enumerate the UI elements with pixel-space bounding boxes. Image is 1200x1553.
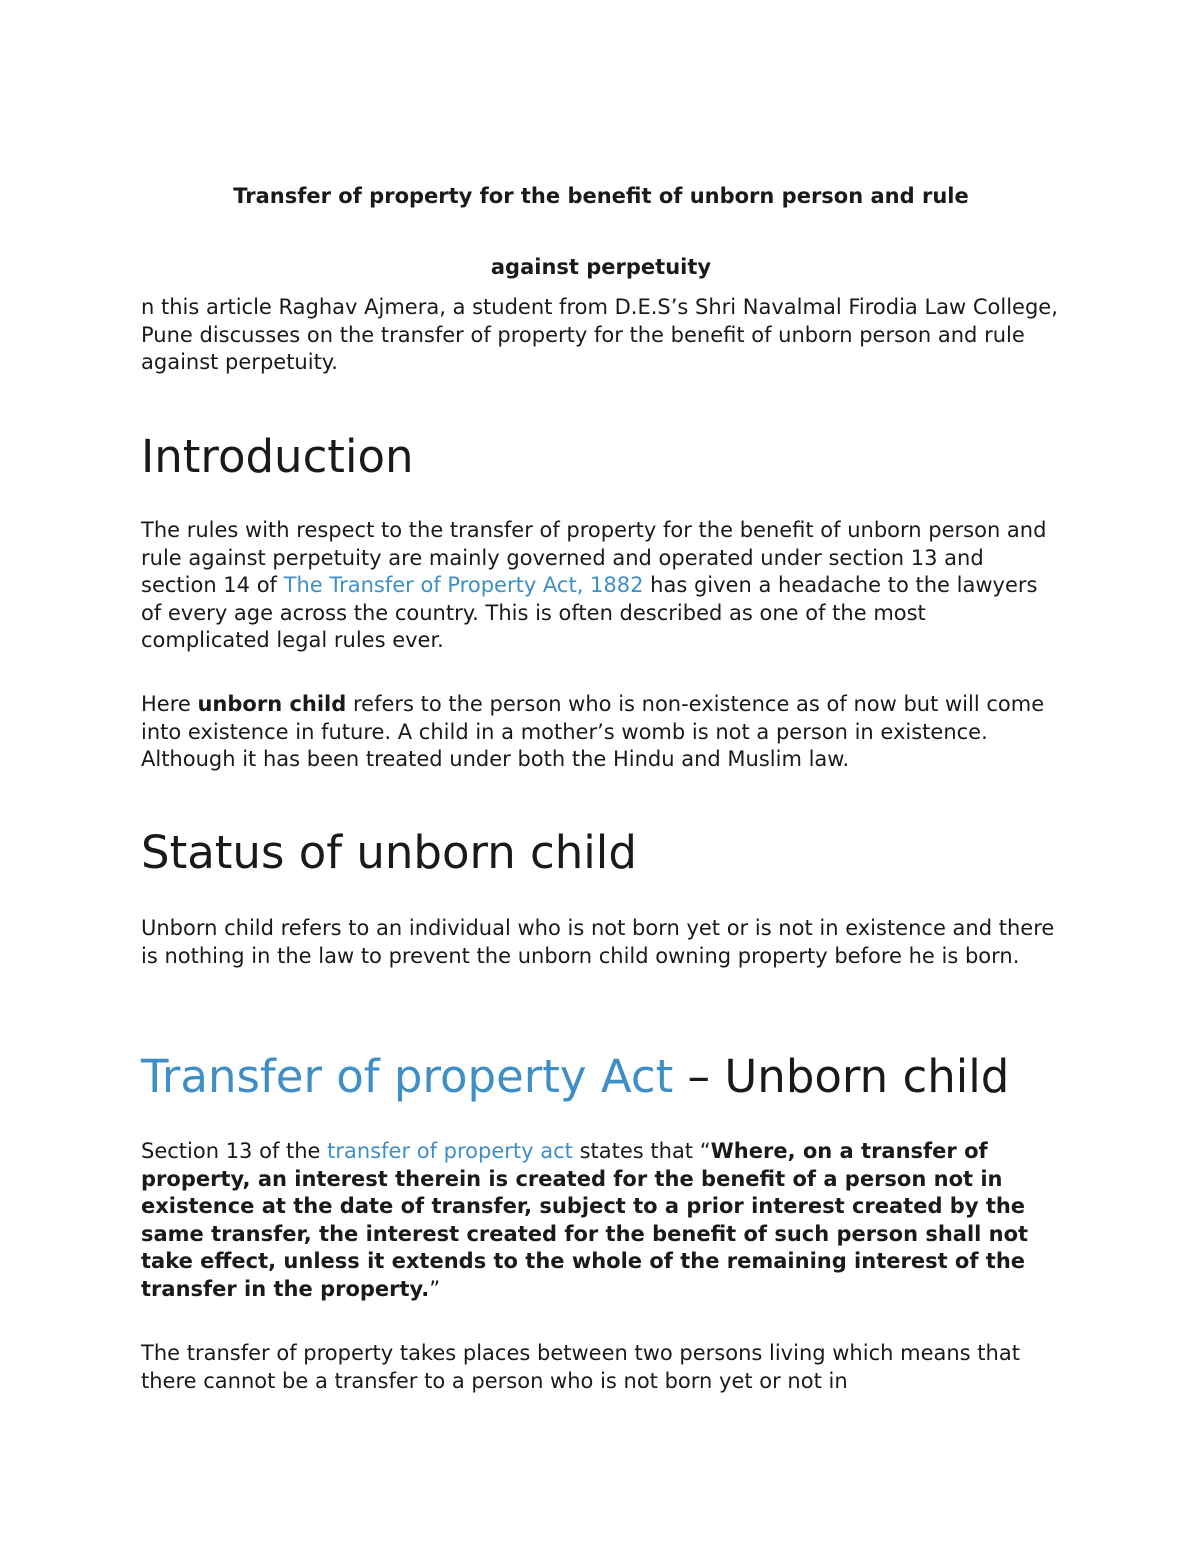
unborn-text-end: refers to the person who is non-existence as of now but will come into existence in future. A child in a mother’s womb is not a person in existence. Although it has been treated under both the Hindu and Muslim law. — [141, 692, 1045, 771]
unborn-child-paragraph — [141, 691, 1061, 774]
tpa-heading-rest: – Unborn child — [673, 1050, 1010, 1103]
unborn-child-term: unborn child — [197, 692, 347, 716]
sec13-text-start: Section 13 of the — [141, 1139, 328, 1163]
section-13-quote: Where, on a transfer of property, an interest therein is created for the benefit of a person not in existence at the date of transfer, subject to a prior interest created by the same transfer, the interest created for the benefit of such person shall not take effect, unless it extends to the whole of the remaining interest of the transfer in the property. — [141, 1139, 1029, 1301]
rules-text-end: has given a headache to the lawyers of every age across the country. This is often described as one of the most complicated legal rules ever. — [141, 573, 1038, 652]
status-heading: Status of unborn child — [141, 826, 637, 879]
status-paragraph: Unborn child refers to an individual who is not born yet or is not in existence and there is nothing in the law to prevent the unborn child owning property before he is born. — [141, 916, 1055, 968]
introduction-heading: Introduction — [141, 430, 414, 483]
sec13-text-mid: states that “ — [572, 1139, 711, 1163]
document-title-line-1: Transfer of property for the benefit of unborn person and rule — [233, 184, 969, 208]
living-persons-paragraph: The transfer of property takes places between two persons living which means that there cannot be a transfer to a person who is not born yet or not in — [141, 1341, 1020, 1393]
rules-paragraph — [141, 517, 1061, 655]
tpa-heading-link[interactable]: Transfer of property Act — [141, 1050, 674, 1103]
document-title-line-2: against perpetuity — [490, 255, 712, 279]
intro-paragraph: n this article Raghav Ajmera, a student from D.E.S’s Shri Navalmal Firodia Law College, Pune discusses on the transfer of property for the benefit of unborn person and rule against perpetuity. — [141, 295, 1058, 374]
transfer-of-property-act-link[interactable]: The Transfer of Property Act, 1882 — [283, 573, 644, 597]
tpa-inline-link[interactable]: transfer of property act — [327, 1139, 573, 1163]
tpa-heading — [141, 1050, 1081, 1104]
unborn-text-start: Here — [141, 692, 198, 716]
section-13-paragraph — [141, 1138, 1061, 1303]
rules-text-start: The rules with respect to the transfer of property for the benefit of unborn person and rule against perpetuity are mainly governed and operated under section 13 and section 14 of — [141, 518, 1047, 597]
sec13-text-end: ” — [429, 1276, 441, 1301]
